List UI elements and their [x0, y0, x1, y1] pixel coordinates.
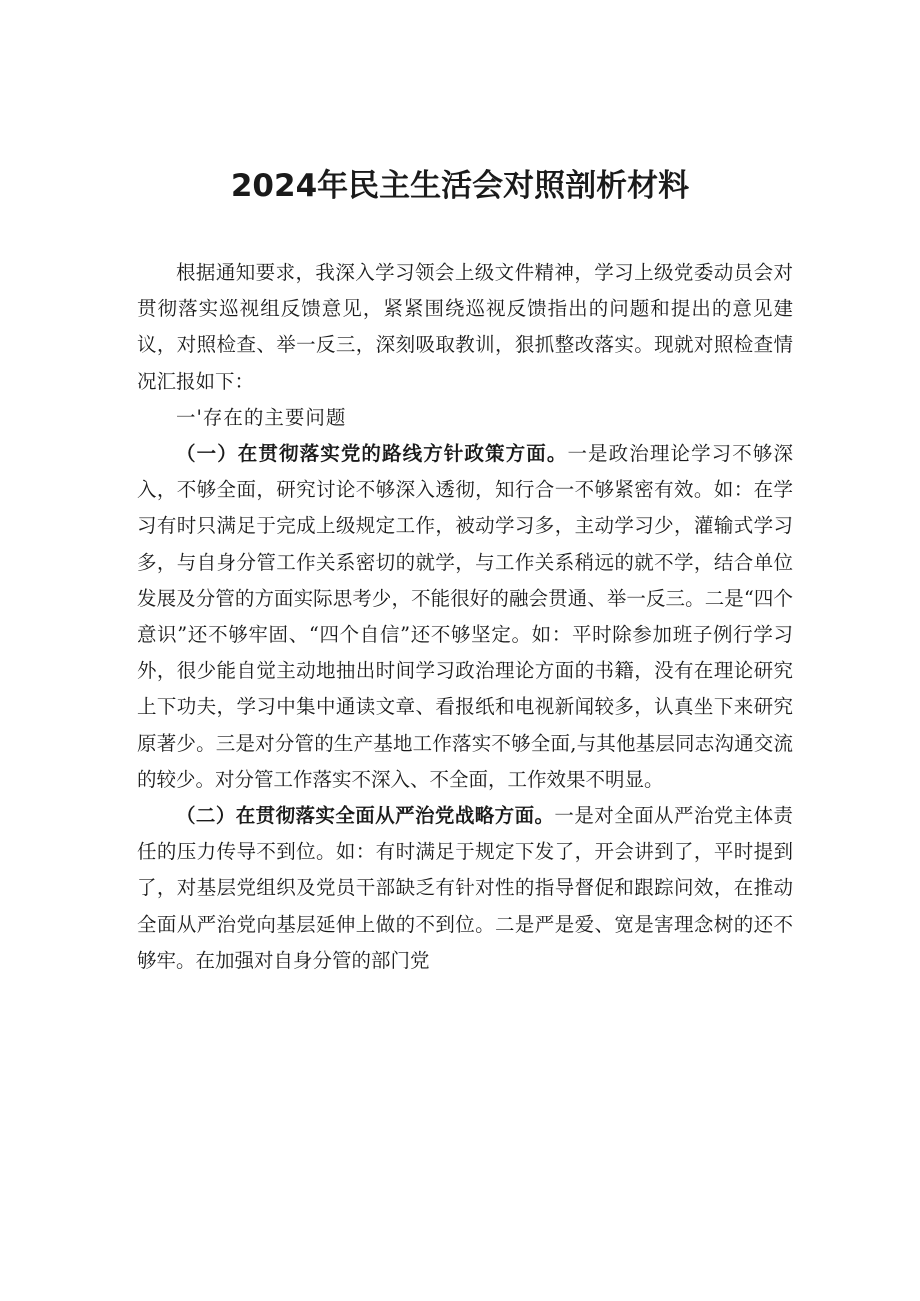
paragraph-part-one	[137, 436, 793, 798]
part-one-text: 一是政治理论学习不够深入，不够全面，研究讨论不够深入透彻，知行合一不够紧密有效。如：在学习有时只满足于完成上级规定工作，被动学习多，主动学习少，灌输式学习多，与自身分管工作关系密切的就学，与工作关系稍远的就不学，结合单位发展及分管的方面实际思考少，不能很好的融会贯通、举一反三。二是“四个意识”还不够牢固、“四个自信”还不够坚定。如：平时除参加班子例行学习外，很少能自觉主动地抽出时间学习政治理论方面的书籍，没有在理论研究上下功夫，学习中集中通读文章、看报纸和电视新闻较多，认真坐下来研究原著少。三是对分管的生产基地工作落实不够全面,与其他基层同志沟通交流的较少。对分管工作落实不深入、不全面，工作效果不明显。	[137, 442, 793, 791]
intro-paragraph: 根据通知要求，我深入学习领会上级文件精神，学习上级党委动员会对贯彻落实巡视组反馈意见，紧紧围绕巡视反馈指出的问题和提出的意见建议，对照检查、举一反三，深刻吸取教训，狠抓整改落实。现就对照检查情况汇报如下：	[137, 261, 793, 393]
part-one-lead: （一）在贯彻落实党的路线方针政策方面。	[176, 442, 568, 466]
document-title: 2024年民主生活会对照剖析材料	[230, 168, 690, 204]
document-body	[137, 255, 793, 979]
part-two-lead: （二）在贯彻落实全面从严治党战略方面。	[176, 804, 555, 828]
part-two-text: 一是对全面从严治党主体责任的压力传导不到位。如：有时满足于规定下发了，开会讲到了，平时提到了，对基层党组织及党员干部缺乏有针对性的指导督促和跟踪问效，在推动全面从严治党向基层延伸上做的不到位。二是严是爱、宽是害理念树的还不够牢。在加强对自身分管的部门党	[137, 804, 793, 972]
paragraph-part-two	[137, 798, 793, 979]
section-heading-main-problems: 一'存在的主要问题	[176, 405, 347, 429]
